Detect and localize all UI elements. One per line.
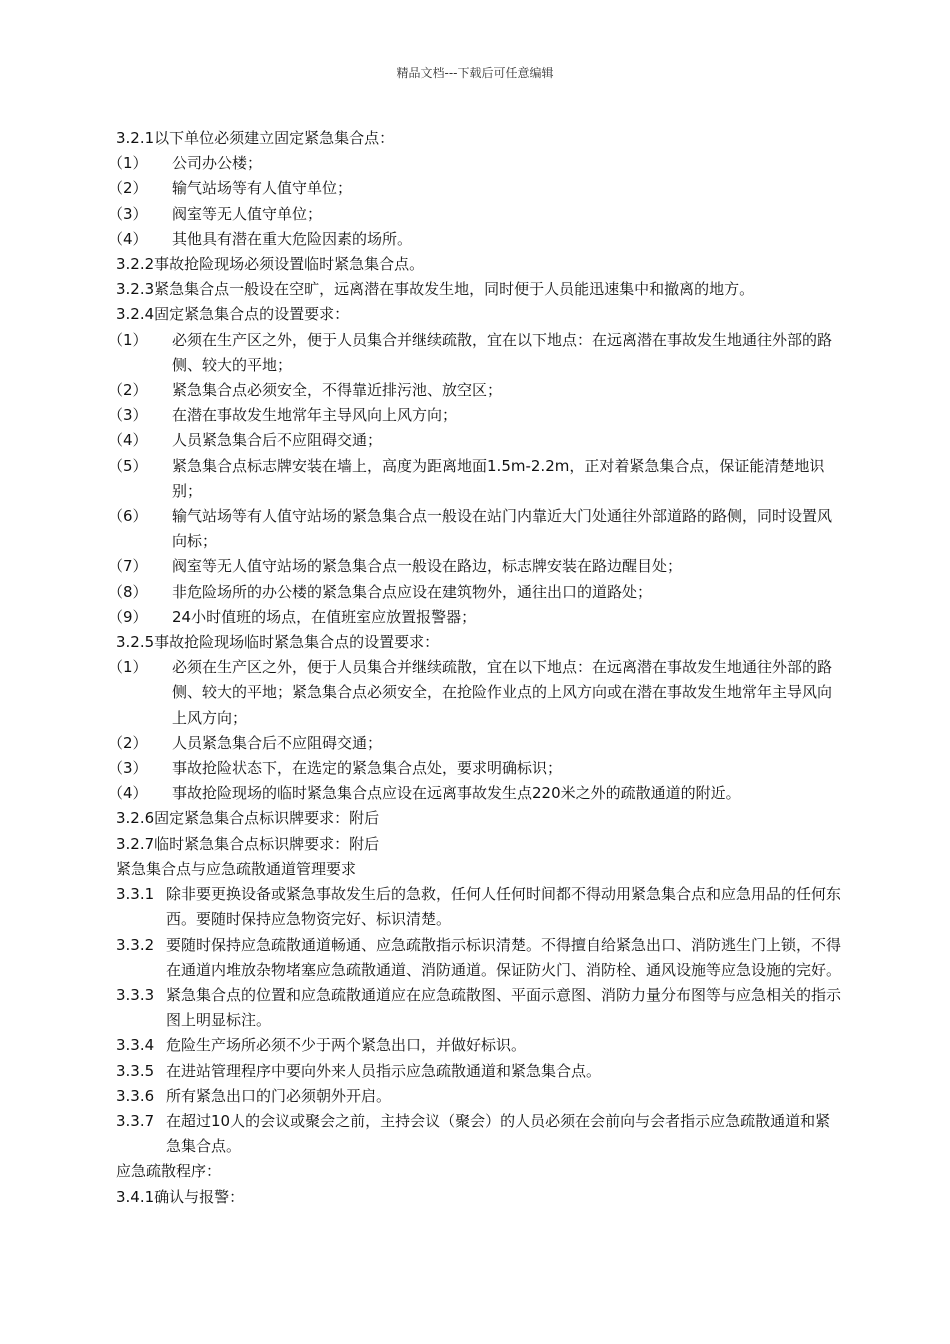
clause-text: 在进站管理程序中要向外来人员指示应急疏散通道和紧急集合点。 xyxy=(166,1061,602,1080)
list-item-number: （6） xyxy=(108,507,148,526)
list-item xyxy=(108,504,842,554)
clause-text: 在超过10人的会议或聚会之前，主持会议（聚会）的人员必须在会前向与会者指示应急疏散通道和紧急集合点。 xyxy=(166,1111,831,1156)
list-item-text: 必须在生产区之外，便于人员集合并继续疏散，宜在以下地点：在远离潜在事故发生地通往外部的路侧、较大的平地； xyxy=(172,330,833,374)
section-heading: 3.4.1确认与报警： xyxy=(116,1187,245,1206)
list-item-text: 输气站场等有人值守单位； xyxy=(172,179,353,198)
list-item-text: 必须在生产区之外，便于人员集合并继续疏散，宜在以下地点：在远离潜在事故发生地通往外部的路侧、较大的平地；紧急集合点必须安全，在抢险作业点的上风方向或在潜在事故发生地常年主导风向上风方向； xyxy=(172,658,833,727)
clause-text: 危险生产场所必须不少于两个紧急出口，并做好标识。 xyxy=(166,1036,527,1055)
list-item-text: 阀室等无人值守站场的紧急集合点一般设在路边，标志牌安装在路边醒目处； xyxy=(172,557,683,576)
list-item-number: （1） xyxy=(108,658,148,677)
list-item-text: 事故抢险现场的临时紧急集合点应设在远离事故发生点220米之外的疏散通道的附近。 xyxy=(172,784,741,803)
section-heading: 3.2.1以下单位必须建立固定紧急集合点： xyxy=(116,129,395,147)
clause-number: 3.3.2 xyxy=(116,935,155,954)
list-item-text: 紧急集合点标志牌安装在墙上，高度为距离地面1.5m-2.2m，正对着紧急集合点，保证能清楚地识别； xyxy=(172,456,825,500)
list-item xyxy=(108,328,842,378)
clause-number: 3.3.6 xyxy=(116,1086,155,1105)
list-item-text: 人员紧急集合后不应阻碍交通； xyxy=(172,431,383,450)
list-item xyxy=(108,378,842,403)
section-heading: 3.2.6固定紧急集合点标识牌要求：附后 xyxy=(116,809,380,828)
clause-item xyxy=(116,983,842,1033)
list-item-text: 阀室等无人值守单位； xyxy=(172,204,323,223)
list-item-number: （2） xyxy=(108,733,148,752)
list-item xyxy=(108,605,842,630)
list-item-number: （8） xyxy=(108,582,148,601)
page-header: 精品文档---下载后可任意编辑 xyxy=(396,66,554,80)
section-heading: 3.2.5事故抢险现场临时紧急集合点的设置要求： xyxy=(116,633,440,652)
clause-text: 紧急集合点的位置和应急疏散通道应在应急疏散图、平面示意图、消防力量分布图等与应急相关的指示图上明显标注。 xyxy=(166,985,842,1030)
section-heading: 3.2.3紧急集合点一般设在空旷，远离潜在事故发生地，同时便于人员能迅速集中和撤离的地方。 xyxy=(116,280,755,299)
list-item xyxy=(108,403,842,428)
clause-number: 3.3.3 xyxy=(116,985,155,1004)
list-item-text: 24小时值班的场点，在值班室应放置报警器； xyxy=(172,607,477,626)
list-item xyxy=(108,781,842,806)
list-item xyxy=(108,176,842,201)
list-item-text: 在潜在事故发生地常年主导风向上风方向； xyxy=(172,406,458,425)
clause-number: 3.3.5 xyxy=(116,1061,155,1080)
list-item-text: 事故抢险状态下，在选定的紧急集合点处，要求明确标识； xyxy=(172,759,563,778)
list-item-number: （1） xyxy=(108,154,148,173)
list-item-number: （2） xyxy=(108,179,148,198)
clause-item xyxy=(116,1059,842,1084)
list-item xyxy=(108,202,842,227)
list-item-number: （3） xyxy=(108,406,148,425)
list-item-text: 其他具有潜在重大危险因素的场所。 xyxy=(172,229,413,248)
list-item xyxy=(108,554,842,579)
clause-text: 所有紧急出口的门必须朝外开启。 xyxy=(166,1086,392,1105)
list-item-number: （1） xyxy=(108,330,148,349)
list-item-number: （9） xyxy=(108,607,148,626)
list-item-text: 公司办公楼； xyxy=(172,154,263,173)
list-item xyxy=(108,227,842,252)
list-item xyxy=(108,655,842,731)
clause-item xyxy=(116,1109,842,1159)
clause-item xyxy=(116,1084,842,1109)
list-item-number: （3） xyxy=(108,759,148,778)
list-item-number: （2） xyxy=(108,381,148,400)
clause-number: 3.3.7 xyxy=(116,1111,155,1130)
list-item xyxy=(108,428,842,453)
section-heading: 3.2.2事故抢险现场必须设置临时紧急集合点。 xyxy=(116,255,425,274)
list-item-number: （4） xyxy=(108,431,148,450)
clause-text: 除非要更换设备或紧急事故发生后的急救，任何人任何时间都不得动用紧急集合点和应急用品的任何东西。要随时保持应急物资完好、标识清楚。 xyxy=(166,885,842,929)
section-heading: 应急疏散程序： xyxy=(116,1162,222,1181)
list-item xyxy=(108,731,842,756)
list-item xyxy=(108,454,842,504)
list-item xyxy=(108,580,842,605)
section-heading: 紧急集合点与应急疏散通道管理要求 xyxy=(116,859,357,878)
list-item-number: （7） xyxy=(108,557,148,576)
clause-item xyxy=(116,933,842,983)
list-item-number: （3） xyxy=(108,204,148,223)
list-item-text: 输气站场等有人值守站场的紧急集合点一般设在站门内靠近大门处通往外部道路的路侧，同时设置风向标； xyxy=(172,507,833,551)
list-item-text: 人员紧急集合后不应阻碍交通； xyxy=(172,733,383,752)
section-heading: 3.2.7临时紧急集合点标识牌要求：附后 xyxy=(116,834,380,853)
clause-text: 要随时保持应急疏散通道畅通、应急疏散指示标识清楚。不得擅自给紧急出口、消防逃生门上锁，不得在通道内堆放杂物堵塞应急疏散通道、消防通道。保证防火门、消防栓、通风设施等应急设施的完好。 xyxy=(166,935,842,979)
document-body xyxy=(108,126,842,1210)
list-item-number: （4） xyxy=(108,229,148,248)
list-item xyxy=(108,756,842,781)
list-item-text: 紧急集合点必须安全，不得靠近排污池、放空区； xyxy=(172,381,503,400)
clause-item xyxy=(116,1033,842,1058)
clause-number: 3.3.1 xyxy=(116,885,155,904)
list-item-number: （5） xyxy=(108,456,148,475)
list-item xyxy=(108,151,842,176)
section-heading: 3.2.4固定紧急集合点的设置要求： xyxy=(116,305,350,324)
list-item-number: （4） xyxy=(108,784,148,803)
clause-number: 3.3.4 xyxy=(116,1036,155,1055)
clause-item xyxy=(116,882,842,932)
list-item-text: 非危险场所的办公楼的紧急集合点应设在建筑物外，通往出口的道路处； xyxy=(172,582,653,601)
